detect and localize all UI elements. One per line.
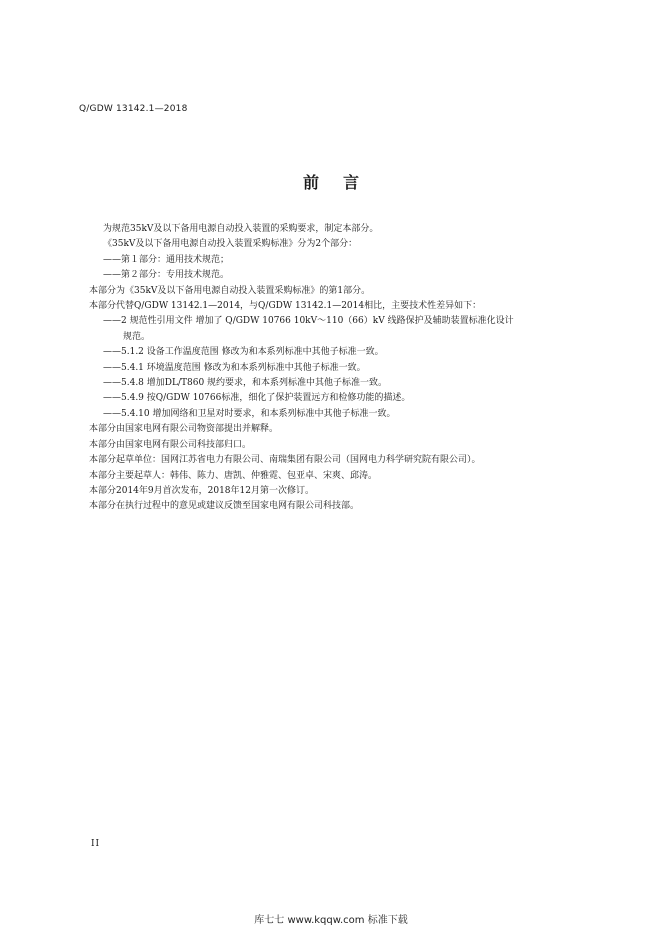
paragraph-line: 本部分为《35kV及以下备用电源自动投入装置采购标准》的第1部分。 [89,285,371,296]
page-number: II [91,839,101,849]
paragraph-line: ——5.4.8 增加DL/T860 规约要求，和本系列标准中其他子标准一致。 [103,378,388,389]
paragraph-line: ——5.4.10 增加网络和卫星对时要求，和本系列标准中其他子标准一致。 [103,408,396,419]
paragraph-line: 本部分代替Q/GDW 13142.1—2014，与Q/GDW 13142.1—2014相比，主要技术性差异如下： [89,301,482,312]
paragraph-line: 《35kV及以下备用电源自动投入装置采购标准》分为2个部分： [103,239,358,250]
paragraph-line: 本部分在执行过程中的意见或建议反馈至国家电网有限公司科技部。 [89,501,360,512]
paragraph-line: 本部分由国家电网有限公司物资部提出并解释。 [89,424,279,435]
paragraph-line: 规范。 [123,331,151,342]
paragraph-line: 本部分主要起草人：韩伟、陈力、唐凯、仲雅霓、包亚卓、宋爽、邱涛。 [89,470,378,481]
paragraph-line: ——2 规范性引用文件 增加了 Q/GDW 10766 10kV～110（66）kV 线路保护及辅助装置标准化设计 [103,316,514,327]
paragraph-line: ——第１部分：通用技术规范； [103,254,230,265]
paragraph-line: 本部分由国家电网有限公司科技部归口。 [89,439,252,450]
paragraph-line: 本部分2014年9月首次发布，2018年12月第一次修订。 [89,485,314,496]
foreword-body [89,222,583,515]
paragraph-line: 为规范35kV及以下备用电源自动投入装置的采购要求，制定本部分。 [103,224,379,234]
paragraph-line: ——5.1.2 设备工作温度范围 修改为和本系列标准中其他子标准一致。 [103,347,384,358]
section-title: 前言 [302,173,383,192]
paragraph-line: ——第２部分：专用技术规范。 [103,270,230,281]
paragraph-line: ——5.4.1 环境温度范围 修改为和本系列标准中其他子标准一致。 [103,362,366,373]
document-code-header: Q/GDW 13142.1—2018 [79,104,188,114]
paragraph-line: 本部分起草单位：国网江苏省电力有限公司、南瑞集团有限公司（国网电力科学研究院有限公司）。 [89,455,481,466]
paragraph-line: ——5.4.9 按Q/GDW 10766标准，细化了保护装置远方和检修功能的描述。 [103,393,411,404]
footer-watermark: 库七七 www.kqqw.com 标准下载 [254,915,408,926]
